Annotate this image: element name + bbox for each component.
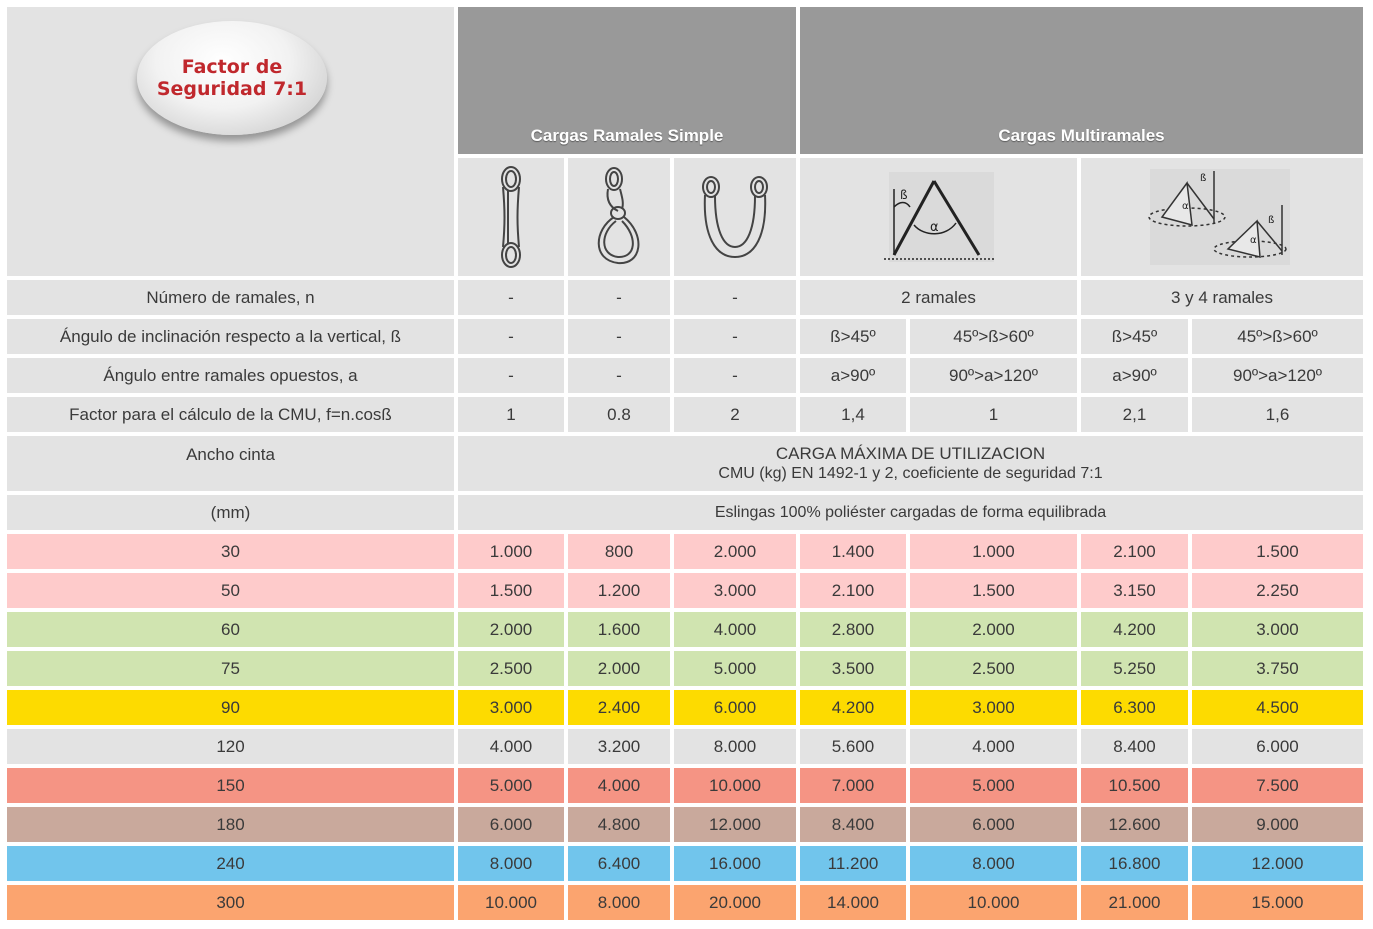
value-cell: 800 — [568, 534, 670, 569]
value-cell: 2.000 — [674, 534, 796, 569]
carga-title: CARGA MÁXIMA DE UTILIZACION — [775, 443, 1046, 463]
param-value: a>90º — [800, 358, 906, 393]
badge-cell — [7, 7, 454, 276]
param-value: - — [674, 358, 796, 393]
basket-sling-icon — [695, 165, 775, 269]
value-cell: 6.000 — [1192, 729, 1363, 764]
value-cell: 1.000 — [458, 534, 564, 569]
value-cell: 2.250 — [1192, 573, 1363, 608]
width-cell: 240 — [7, 846, 454, 881]
badge-line2: Seguridad 7:1 — [156, 78, 308, 100]
value-cell: 2.800 — [800, 612, 906, 647]
table-row — [7, 768, 1363, 803]
value-cell: 6.000 — [674, 690, 796, 725]
carga-note: Eslingas 100% poliéster cargadas de forma equilibrada — [458, 495, 1363, 530]
value-cell: 2.000 — [568, 651, 670, 686]
value-cell: 4.000 — [458, 729, 564, 764]
value-cell: 8.400 — [800, 807, 906, 842]
value-cell: 4.800 — [568, 807, 670, 842]
param-value: - — [674, 319, 796, 354]
value-cell: 3.000 — [674, 573, 796, 608]
width-cell: 30 — [7, 534, 454, 569]
table-row — [7, 651, 1363, 686]
param-value: ß>45º — [1081, 319, 1188, 354]
param-value: 2,1 — [1081, 397, 1188, 432]
param-value: - — [674, 280, 796, 315]
width-cell: 50 — [7, 573, 454, 608]
value-cell: 3.500 — [800, 651, 906, 686]
param-value: 90º>a>120º — [910, 358, 1077, 393]
value-cell: 12.600 — [1081, 807, 1188, 842]
value-cell: 5.600 — [800, 729, 906, 764]
param-value: ß>45º — [800, 319, 906, 354]
basket-cell — [674, 158, 796, 276]
value-cell: 4.000 — [910, 729, 1077, 764]
param-value: - — [458, 358, 564, 393]
value-cell: 5.250 — [1081, 651, 1188, 686]
carga-subtitle: CMU (kg) EN 1492-1 y 2, coeficiente de seguridad 7:1 — [718, 464, 1103, 482]
multi-leg-pyramid-diagram-icon — [1142, 165, 1302, 269]
param-label: Ángulo entre ramales opuestos, a — [7, 358, 454, 393]
value-cell: 1.500 — [910, 573, 1077, 608]
value-cell: 8.000 — [458, 846, 564, 881]
value-cell: 2.400 — [568, 690, 670, 725]
value-cell: 5.000 — [458, 768, 564, 803]
param-value: - — [458, 319, 564, 354]
value-cell: 14.000 — [800, 885, 906, 920]
value-cell: 2.000 — [910, 612, 1077, 647]
value-cell: 9.000 — [1192, 807, 1363, 842]
alpha-label-top: α — [1182, 201, 1189, 212]
value-cell: 6.300 — [1081, 690, 1188, 725]
param-value: - — [568, 358, 670, 393]
value-cell: 8.000 — [674, 729, 796, 764]
safety-factor-badge — [137, 21, 327, 135]
table-row — [7, 612, 1363, 647]
param-label: Factor para el cálculo de la CMU, f=n.cosß — [7, 397, 454, 432]
value-cell: 2.500 — [458, 651, 564, 686]
width-cell: 60 — [7, 612, 454, 647]
value-cell: 12.000 — [674, 807, 796, 842]
value-cell: 1.000 — [910, 534, 1077, 569]
width-cell: 90 — [7, 690, 454, 725]
value-cell: 4.500 — [1192, 690, 1363, 725]
value-cell: 2.500 — [910, 651, 1077, 686]
param-value: 90º>a>120º — [1192, 358, 1363, 393]
value-cell: 4.000 — [674, 612, 796, 647]
value-cell: 2.100 — [1081, 534, 1188, 569]
value-cell: 8.000 — [910, 846, 1077, 881]
value-cell: 4.000 — [568, 768, 670, 803]
multi-leg-diagram-cell — [1081, 158, 1363, 276]
value-cell: 3.750 — [1192, 651, 1363, 686]
value-cell: 10.000 — [674, 768, 796, 803]
badge-line1: Factor de — [181, 56, 283, 78]
value-cell: 6.000 — [458, 807, 564, 842]
param-value: 45º>ß>60º — [910, 319, 1077, 354]
param-value: - — [568, 280, 670, 315]
beta-label: ß — [899, 188, 908, 202]
param-value: 1,6 — [1192, 397, 1363, 432]
single-loop-cell — [458, 158, 564, 276]
value-cell: 3.000 — [458, 690, 564, 725]
value-cell: 6.400 — [568, 846, 670, 881]
header-simple: Cargas Ramales Simple — [458, 7, 796, 154]
ancho-cinta-label: Ancho cinta — [7, 436, 454, 491]
width-cell: 300 — [7, 885, 454, 920]
table-row — [7, 729, 1363, 764]
table-row — [7, 573, 1363, 608]
value-cell: 1.500 — [458, 573, 564, 608]
table-row — [7, 807, 1363, 842]
param-label: Ángulo de inclinación respecto a la vertical, ß — [7, 319, 454, 354]
value-cell: 15.000 — [1192, 885, 1363, 920]
width-cell: 75 — [7, 651, 454, 686]
two-leg-angle-diagram-icon — [874, 167, 1004, 267]
value-cell: 3.000 — [910, 690, 1077, 725]
header-multi: Cargas Multiramales — [800, 7, 1363, 154]
value-cell: 3.150 — [1081, 573, 1188, 608]
mm-label: (mm) — [7, 495, 454, 530]
value-cell: 21.000 — [1081, 885, 1188, 920]
value-cell: 2.000 — [458, 612, 564, 647]
param-value: - — [568, 319, 670, 354]
value-cell: 16.000 — [674, 846, 796, 881]
param-value: 1 — [458, 397, 564, 432]
alpha-label: α — [929, 220, 939, 235]
carga-maxima-header — [458, 436, 1363, 491]
value-cell: 1.500 — [1192, 534, 1363, 569]
value-cell: 7.500 — [1192, 768, 1363, 803]
choker-sling-icon — [584, 165, 654, 269]
value-cell: 3.000 — [1192, 612, 1363, 647]
value-cell: 4.200 — [1081, 612, 1188, 647]
single-loop-sling-icon — [491, 165, 531, 269]
width-cell: 180 — [7, 807, 454, 842]
param-value: 45º>ß>60º — [1192, 319, 1363, 354]
value-cell: 11.200 — [800, 846, 906, 881]
value-cell: 2.100 — [800, 573, 906, 608]
value-cell: 10.000 — [910, 885, 1077, 920]
value-cell: 5.000 — [910, 768, 1077, 803]
param-value: 1,4 — [800, 397, 906, 432]
param-value: 2 ramales — [800, 280, 1077, 315]
value-cell: 1.400 — [800, 534, 906, 569]
value-cell: 16.800 — [1081, 846, 1188, 881]
value-cell: 10.000 — [458, 885, 564, 920]
alpha-label-bottom: α — [1250, 235, 1257, 246]
param-value: 2 — [674, 397, 796, 432]
value-cell: 5.000 — [674, 651, 796, 686]
value-cell: 12.000 — [1192, 846, 1363, 881]
value-cell: 7.000 — [800, 768, 906, 803]
param-value: 3 y 4 ramales — [1081, 280, 1363, 315]
table-row — [7, 846, 1363, 881]
value-cell: 20.000 — [674, 885, 796, 920]
width-cell: 150 — [7, 768, 454, 803]
value-cell: 8.400 — [1081, 729, 1188, 764]
beta-label-top: ß — [1200, 173, 1207, 184]
choker-cell — [568, 158, 670, 276]
value-cell: 3.200 — [568, 729, 670, 764]
value-cell: 1.600 — [568, 612, 670, 647]
two-leg-diagram-cell — [800, 158, 1077, 276]
param-value: a>90º — [1081, 358, 1188, 393]
cmu-table — [3, 3, 1367, 924]
value-cell: 4.200 — [800, 690, 906, 725]
width-cell: 120 — [7, 729, 454, 764]
param-value: 1 — [910, 397, 1077, 432]
param-value: - — [458, 280, 564, 315]
value-cell: 8.000 — [568, 885, 670, 920]
value-cell: 1.200 — [568, 573, 670, 608]
value-cell: 6.000 — [910, 807, 1077, 842]
table-row — [7, 690, 1363, 725]
table-row — [7, 885, 1363, 920]
param-label: Número de ramales, n — [7, 280, 454, 315]
value-cell: 10.500 — [1081, 768, 1188, 803]
table-row — [7, 534, 1363, 569]
beta-label-bottom: ß — [1268, 215, 1275, 226]
param-value: 0.8 — [568, 397, 670, 432]
